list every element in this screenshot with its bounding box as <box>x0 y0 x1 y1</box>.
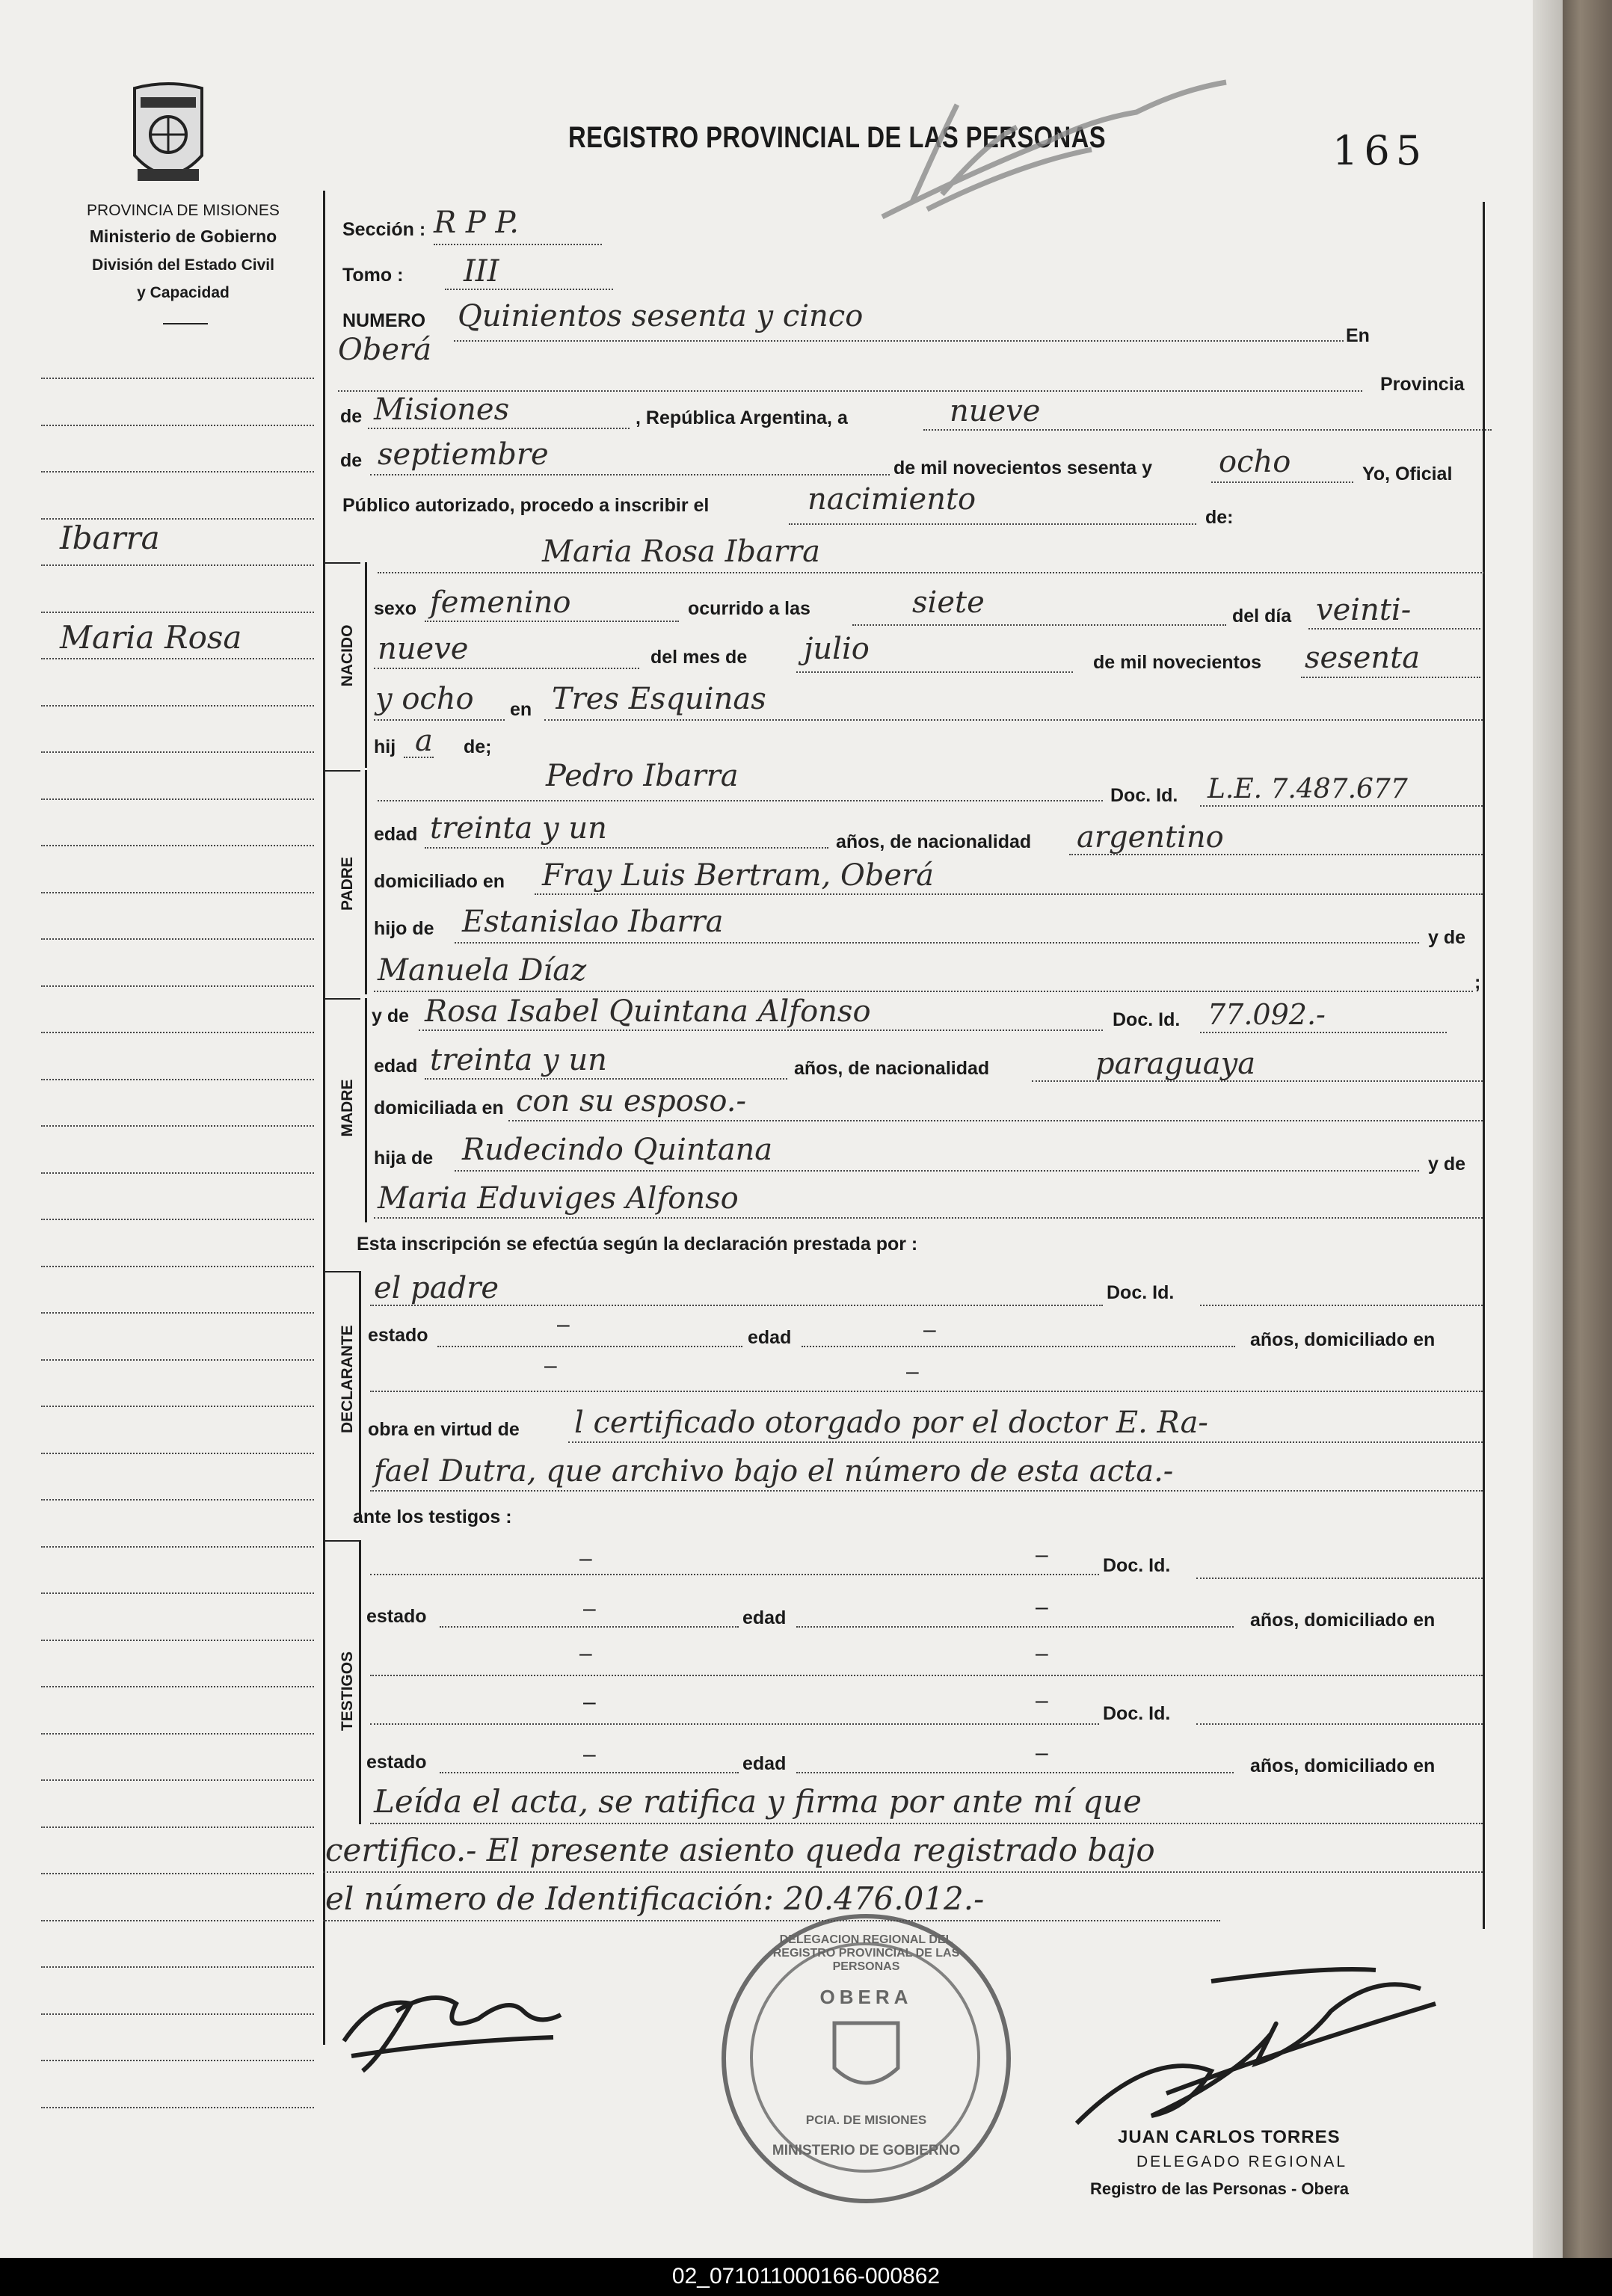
padre-semicolon: ; <box>1474 972 1481 993</box>
margin-ruled-line <box>41 1219 314 1220</box>
section-nacido: NACIDO <box>339 624 356 687</box>
madre-dom-label: domiciliada en <box>374 1098 504 1118</box>
republica-label: , República Argentina, a <box>636 407 848 428</box>
top-annotation-icon <box>867 60 1241 232</box>
obra-value-1: l certificado otorgado por el doctor E. Ra- <box>574 1406 1208 1440</box>
seccion-label: Sección : <box>342 219 426 240</box>
margin-ruled-line <box>41 798 314 800</box>
margin-ruled-line <box>41 1640 314 1641</box>
lugar-value: Oberá <box>338 333 432 367</box>
nombre-value: Maria Rosa Ibarra <box>542 535 820 569</box>
seccion-value: R P P. <box>434 206 519 240</box>
declarante-value: el padre <box>374 1271 499 1305</box>
en-label: En <box>1346 325 1370 346</box>
cierre-line-1: Leída el acta, se ratifica y firma por ante mí que <box>374 1783 1142 1820</box>
testigo2-estado-dash: – <box>583 1742 596 1767</box>
de-colon-label: de: <box>1205 507 1234 528</box>
margin-ruled-line <box>41 1266 314 1267</box>
del-dia-label: del día <box>1232 606 1292 627</box>
margin-ruled-line <box>41 1312 314 1314</box>
left-frame-line <box>323 191 325 2045</box>
mes-nac-value: julio <box>804 632 870 666</box>
mil-novec-label: de mil novecientos <box>1093 652 1262 673</box>
hij-de-label: de; <box>464 736 492 757</box>
madre-hija-de-value: Rudecindo Quintana <box>462 1133 773 1167</box>
document-title: REGISTRO PROVINCIAL DE LAS PERSONAS <box>568 121 1107 154</box>
section-madre: MADRE <box>339 1079 356 1137</box>
cierre-line-2: certifico.- El presente asiento queda registrado bajo <box>325 1832 1155 1868</box>
mes-value: septiembre <box>378 437 549 472</box>
margin-ruled-line <box>41 2060 314 2061</box>
testigo2-edad-label: edad <box>742 1753 787 1774</box>
madre-doc-value: 77.092.- <box>1208 998 1326 1031</box>
inscripcion-label: Esta inscripción se efectúa según la declaración prestada por : <box>357 1234 918 1255</box>
margin-ruled-line <box>41 1406 314 1407</box>
madre-y-de-label-2: y de <box>1428 1154 1466 1175</box>
numero-value: Quinientos sesenta y cinco <box>458 299 864 333</box>
testigo2-estado-label: estado <box>366 1752 427 1773</box>
org-divider <box>163 323 208 324</box>
margin-ruled-line <box>41 1779 314 1781</box>
margin-ruled-line <box>41 1499 314 1501</box>
declarante-edad-dash: – <box>923 1317 936 1342</box>
right-frame-line <box>1483 202 1485 1929</box>
de-label-1: de <box>340 406 363 427</box>
margin-ruled-line <box>41 1125 314 1127</box>
declarante-dom-dash-2: – <box>906 1359 919 1384</box>
testigo1-edad-label: edad <box>742 1607 787 1628</box>
margin-ruled-line <box>41 751 314 753</box>
margin-ruled-line <box>41 564 314 566</box>
page-number: 165 <box>1332 127 1428 174</box>
provincial-crest-icon <box>127 81 209 194</box>
provincia-label: Provincia <box>1380 374 1465 395</box>
padre-hijo-de-label: hijo de <box>374 918 434 939</box>
testigo1-edad-dash: – <box>1036 1595 1048 1619</box>
margin-ruled-line <box>41 985 314 987</box>
ocurrido-label: ocurrido a las <box>688 598 810 619</box>
officer-name: JUAN CARLOS TORRES <box>1118 2127 1341 2147</box>
padre-dom-label: domiciliado en <box>374 871 505 892</box>
testigo2-edad-dash: – <box>1036 1741 1048 1765</box>
stamp-outer-text: DELEGACION REGIONAL DEL REGISTRO PROVINCIAL DE LAS PERSONAS <box>772 1933 960 1973</box>
madre-y-de-label: y de <box>372 1006 410 1027</box>
margin-ruled-line <box>41 1453 314 1454</box>
padre-doc-label: Doc. Id. <box>1110 785 1178 806</box>
officer-title: DELEGADO REGIONAL <box>1136 2153 1348 2170</box>
provincia-value: Misiones <box>374 393 510 427</box>
margin-ruled-line <box>41 1172 314 1174</box>
declarante-dom-dash-1: – <box>544 1353 557 1378</box>
org-line-1: PROVINCIA DE MISIONES <box>87 202 280 219</box>
testigo1-anos-label: años, domiciliado en <box>1250 1610 1436 1631</box>
margin-ruled-line <box>41 471 314 473</box>
padre-edad-label: edad <box>374 824 418 845</box>
stamp-province: PCIA. DE MISIONES <box>805 2113 927 2127</box>
dia-value: nueve <box>950 394 1041 428</box>
stamp-crest-icon <box>827 2016 905 2098</box>
anio-nac-value-1: sesenta <box>1305 641 1421 675</box>
testigo2-doc-label: Doc. Id. <box>1103 1703 1171 1724</box>
org-line-2: Ministerio de Gobierno <box>89 227 277 246</box>
official-stamp <box>722 1914 1011 2203</box>
hij-suffix-value: a <box>415 724 433 758</box>
margin-ruled-line <box>41 1826 314 1828</box>
madre-nac-value: paraguaya <box>1095 1047 1256 1081</box>
testigo1-dash-2: – <box>1036 1542 1048 1567</box>
testigo1-estado-dash: – <box>583 1596 596 1621</box>
publico-label: Público autorizado, procedo a inscribir el <box>342 495 710 516</box>
margin-ruled-line <box>41 1032 314 1033</box>
padre-y-de-label: y de <box>1428 927 1466 948</box>
section-declarante: DECLARANTE <box>339 1325 356 1433</box>
madre-anos-label: años, de nacionalidad <box>794 1058 990 1079</box>
madre-edad-value: treinta y un <box>430 1043 607 1077</box>
hora-value: siete <box>912 585 985 620</box>
madre-doc-label: Doc. Id. <box>1113 1009 1181 1030</box>
cierre-line-3: el número de Identificación: 20.476.012.- <box>325 1880 985 1917</box>
section-testigos: TESTIGOS <box>339 1651 356 1732</box>
margin-ruled-line <box>41 1920 314 1921</box>
tomo-label: Tomo : <box>342 265 404 286</box>
margin-ruled-line <box>41 705 314 707</box>
margin-ruled-line <box>41 425 314 426</box>
padre-doc-value: L.E. 7.487.677 <box>1208 774 1408 804</box>
testigo2-anos-label: años, domiciliado en <box>1250 1755 1436 1776</box>
declarant-signature-icon <box>329 1966 576 2078</box>
org-line-4: y Capacidad <box>137 284 230 301</box>
padre-y-de-value: Manuela Díaz <box>378 953 587 988</box>
obra-label: obra en virtud de <box>368 1419 520 1440</box>
yo-oficial-label: Yo, Oficial <box>1362 464 1453 484</box>
stamp-city: OBERA <box>819 1986 913 2008</box>
margin-ruled-line <box>41 1686 314 1687</box>
anio-value: ocho <box>1219 445 1291 479</box>
testigo2-dash-1: – <box>583 1690 596 1714</box>
margin-ruled-line <box>41 1966 314 1968</box>
dia-nac-value-2: nueve <box>378 632 469 666</box>
margin-ruled-line <box>41 938 314 940</box>
declarante-estado-label: estado <box>368 1325 428 1346</box>
book-binding <box>1559 0 1612 2258</box>
margin-surname: Ibarra <box>60 520 160 556</box>
stamp-bottom-text: MINISTERIO DE GOBIERNO <box>772 2143 961 2158</box>
padre-edad-value: treinta y un <box>430 811 607 846</box>
numero-label: NUMERO <box>342 310 426 331</box>
sexo-label: sexo <box>374 598 416 619</box>
declarante-anos-label: años, domiciliado en <box>1250 1329 1436 1350</box>
tomo-value: III <box>464 254 499 289</box>
section-padre: PADRE <box>339 857 356 911</box>
mil-novecientos-label: de mil novecientos sesenta y <box>893 458 1152 478</box>
anio-nac-value-2: y ocho <box>375 682 474 716</box>
madre-hija-de-label: hija de <box>374 1148 434 1169</box>
acto-value: nacimiento <box>807 482 976 517</box>
testigo2-dash-2: – <box>1036 1688 1048 1713</box>
padre-hijo-de-value: Estanislao Ibarra <box>462 905 724 939</box>
declarante-edad-label: edad <box>748 1327 792 1348</box>
org-line-3: División del Estado Civil <box>92 256 274 274</box>
dia-nac-value-1: veinti- <box>1316 593 1412 627</box>
margin-ruled-line <box>41 1546 314 1548</box>
margin-ruled-line <box>41 2107 314 2108</box>
testigo1-doc-label: Doc. Id. <box>1103 1555 1171 1576</box>
sexo-value: femenino <box>430 585 571 620</box>
madre-edad-label: edad <box>374 1056 418 1077</box>
padre-nac-value: argentino <box>1077 820 1224 855</box>
margin-ruled-line <box>41 658 314 659</box>
testigo1-dom-dash-2: – <box>1036 1641 1048 1666</box>
margin-ruled-line <box>41 845 314 846</box>
declarante-doc-label: Doc. Id. <box>1107 1282 1175 1303</box>
madre-dom-value: con su esposo.- <box>516 1084 746 1118</box>
obra-value-2: fael Dutra, que archivo bajo el número de esta acta.- <box>374 1454 1174 1489</box>
margin-ruled-line <box>41 1359 314 1361</box>
madre-nombre-value: Rosa Isabel Quintana Alfonso <box>425 994 871 1029</box>
testigo1-dom-dash-1: – <box>579 1641 592 1666</box>
hij-label: hij <box>374 736 396 757</box>
footer-code: 02_071011000166-000862 <box>671 2264 941 2289</box>
padre-anos-label: años, de nacionalidad <box>836 831 1032 852</box>
de-label-2: de <box>340 450 363 471</box>
margin-ruled-line <box>41 612 314 613</box>
madre-y-de-value: Maria Eduviges Alfonso <box>378 1181 739 1216</box>
margin-ruled-line <box>41 378 314 379</box>
del-mes-label: del mes de <box>650 647 748 668</box>
en-lugar-label: en <box>510 699 532 720</box>
padre-nombre-value: Pedro Ibarra <box>546 759 739 793</box>
officer-office: Registro de las Personas - Obera <box>1090 2179 1350 2198</box>
testigo1-estado-label: estado <box>366 1606 427 1627</box>
margin-ruled-line <box>41 1592 314 1594</box>
margin-ruled-line <box>41 2013 314 2015</box>
margin-ruled-line <box>41 1873 314 1874</box>
lugar-nac-value: Tres Esquinas <box>552 682 766 716</box>
official-signature-icon <box>1062 1959 1451 2138</box>
margin-ruled-line <box>41 1079 314 1080</box>
declarante-estado-dash: – <box>557 1312 570 1337</box>
testigo1-dash-1: – <box>579 1546 592 1571</box>
margin-given-names: Maria Rosa <box>60 619 242 656</box>
ante-testigos-label: ante los testigos : <box>353 1506 512 1527</box>
padre-dom-value: Fray Luis Bertram, Oberá <box>542 858 935 893</box>
margin-ruled-line <box>41 892 314 893</box>
margin-ruled-line <box>41 1733 314 1735</box>
